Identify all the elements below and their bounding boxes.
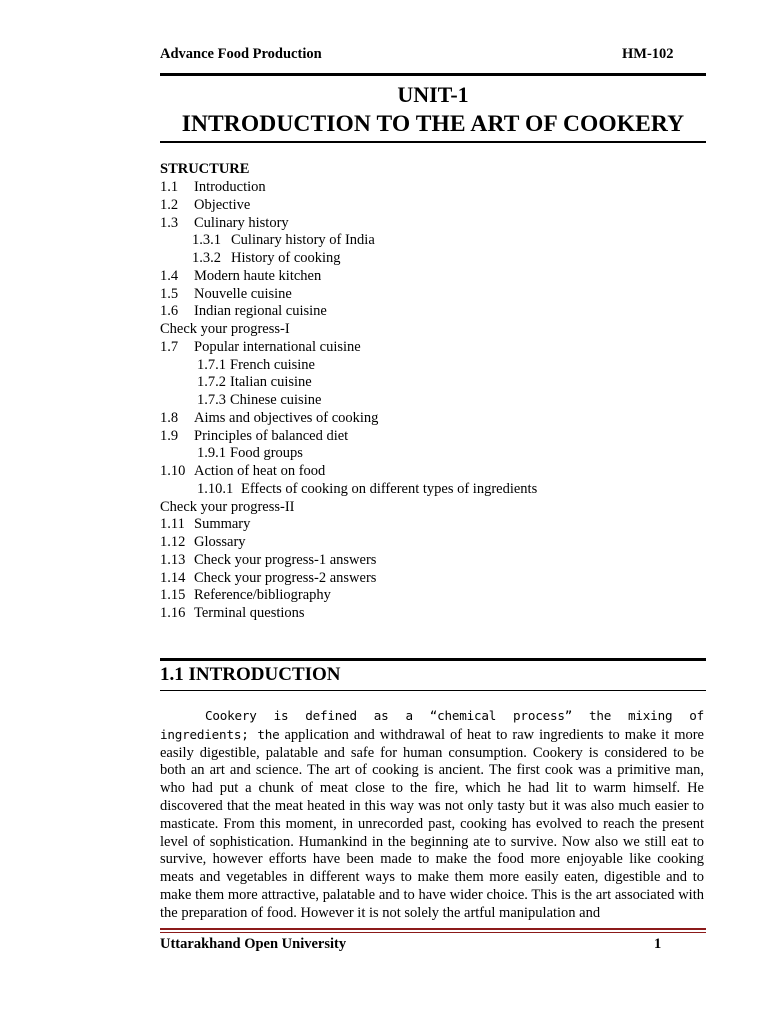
structure-item xyxy=(160,463,325,480)
footer-rule-top xyxy=(160,928,706,930)
structure-item-number: 1.8 xyxy=(160,409,179,426)
page-number: 1 xyxy=(654,936,662,952)
structure-item-number: 1.16 xyxy=(160,605,186,621)
structure-item xyxy=(197,357,315,374)
title-rule xyxy=(160,141,706,143)
structure-item-label: Terminal questions xyxy=(194,605,305,621)
section-top-rule xyxy=(160,658,706,661)
structure-item xyxy=(160,268,321,285)
unit-number: UNIT-1 xyxy=(397,82,469,107)
structure-item-label: Reference/bibliography xyxy=(194,587,331,604)
structure-item-label: Check your progress-2 answers xyxy=(194,569,377,586)
structure-item xyxy=(160,428,348,445)
structure-item-label: Indian regional cuisine xyxy=(194,303,327,320)
structure-item-number: 1.15 xyxy=(160,587,186,604)
structure-item xyxy=(160,516,250,533)
structure-item-number: 1.6 xyxy=(160,303,179,320)
structure-item-number: 1.9 xyxy=(160,427,179,444)
structure-item-label: Aims and objectives of cooking xyxy=(194,409,379,426)
structure-item-number: 1.11 xyxy=(160,516,185,533)
structure-item xyxy=(160,197,250,214)
structure-item xyxy=(197,392,321,409)
structure-item xyxy=(160,534,246,551)
structure-item xyxy=(160,321,290,338)
header-rule xyxy=(160,73,706,76)
structure-item-label: Food groups xyxy=(230,445,303,462)
structure-item xyxy=(197,374,312,391)
structure-item-number: 1.3.1 xyxy=(192,232,221,249)
structure-item-label: Modern haute kitchen xyxy=(194,267,322,284)
structure-item-label: Italian cuisine xyxy=(230,374,312,391)
structure-item-number: 1.5 xyxy=(160,285,179,302)
structure-item xyxy=(192,232,375,249)
structure-item-label: Action of heat on food xyxy=(194,463,326,479)
header-course-code: HM-102 xyxy=(622,46,674,62)
structure-item-number: 1.7.2 xyxy=(197,374,226,391)
structure-item xyxy=(160,303,327,320)
structure-item xyxy=(160,570,376,587)
structure-item-number: 1.13 xyxy=(160,551,186,568)
structure-item-label: Introduction xyxy=(194,179,266,195)
structure-item-number: 1.9.1 xyxy=(197,445,226,462)
structure-item-number: 1.2 xyxy=(160,196,179,213)
intro-paragraph-first-line: Cookery is defined as a “chemical process” the mixing of ingredients; the xyxy=(160,708,704,742)
intro-paragraph xyxy=(160,707,704,923)
structure-item xyxy=(160,587,331,604)
structure-item-number: 1.12 xyxy=(160,534,186,550)
structure-item-label: Check your progress-II xyxy=(160,498,295,515)
structure-item-label: Chinese cuisine xyxy=(230,392,322,408)
structure-item xyxy=(192,250,341,267)
structure-item-number: 1.10 xyxy=(160,463,186,479)
structure-item xyxy=(160,499,295,516)
structure-item-label: Culinary history of India xyxy=(231,232,375,249)
unit-title: INTRODUCTION TO THE ART OF COOKERY xyxy=(181,111,685,137)
footer-rule-bottom xyxy=(160,932,706,933)
structure-item-label: Effects of cooking on different types of ingredients xyxy=(241,480,538,497)
structure-item-label: Objective xyxy=(194,196,251,213)
structure-item-number: 1.10.1 xyxy=(197,480,234,497)
structure-item xyxy=(160,339,361,356)
structure-item xyxy=(197,481,537,498)
intro-paragraph-body: application and withdrawal of heat to raw ingredients to make it more easily digestible, palatable and safe for human consumption. Cookery is considered to be both an art and science. The art of cooking is ancient. The first cook was a primitive man, who had put a chunk of meat close to the fire, which he had lit to warm himself. He discovered that the meat heated in this way was not only tasty but it was also much easier to masticate. From this moment, in unrecorded past, cooking has evolved to reach the present level of sophistication. Humankind in the beginning ate to survive. Now also we still eat to survive, however efforts have been made to make the food more enjoyable like cooking meats and vegetables in different ways to make them more easily eaten, digestible and to make them more attractive, palatable and to have wider choice. This is the art associated with the preparation of food. However it is not solely the artful manipulation and xyxy=(160,726,704,921)
structure-item-label: Popular international cuisine xyxy=(194,338,361,355)
structure-item-number: 1.7.1 xyxy=(197,356,226,373)
structure-item xyxy=(160,286,292,303)
section-bottom-rule xyxy=(160,690,706,691)
structure-item xyxy=(160,215,289,232)
structure-item-label: Check your progress-1 answers xyxy=(194,551,377,568)
structure-item-label: Principles of balanced diet xyxy=(194,427,349,444)
structure-item-number: 1.3.2 xyxy=(192,250,221,266)
structure-item-number: 1.3 xyxy=(160,214,179,231)
structure-item-number: 1.14 xyxy=(160,569,186,586)
structure-item-label: History of cooking xyxy=(231,250,341,266)
structure-item xyxy=(160,179,266,196)
structure-item xyxy=(197,445,303,462)
structure-item-label: Nouvelle cuisine xyxy=(194,285,292,302)
section-heading: 1.1 INTRODUCTION xyxy=(160,664,341,685)
structure-item-number: 1.7 xyxy=(160,338,179,355)
structure-item-label: Culinary history xyxy=(194,214,289,231)
structure-item-number: 1.1 xyxy=(160,179,179,195)
structure-item-label: Check your progress-I xyxy=(160,321,290,337)
structure-heading: STRUCTURE xyxy=(160,161,250,177)
structure-item-label: Summary xyxy=(194,516,251,533)
structure-item-number: 1.4 xyxy=(160,267,179,284)
structure-item xyxy=(160,605,305,622)
structure-item-label: French cuisine xyxy=(230,356,315,373)
structure-item-label: Glossary xyxy=(194,534,246,550)
structure-item-number: 1.7.3 xyxy=(197,392,226,408)
footer-university: Uttarakhand Open University xyxy=(160,936,347,952)
structure-item xyxy=(160,552,376,569)
header-course-title: Advance Food Production xyxy=(160,46,322,62)
structure-item xyxy=(160,410,378,427)
